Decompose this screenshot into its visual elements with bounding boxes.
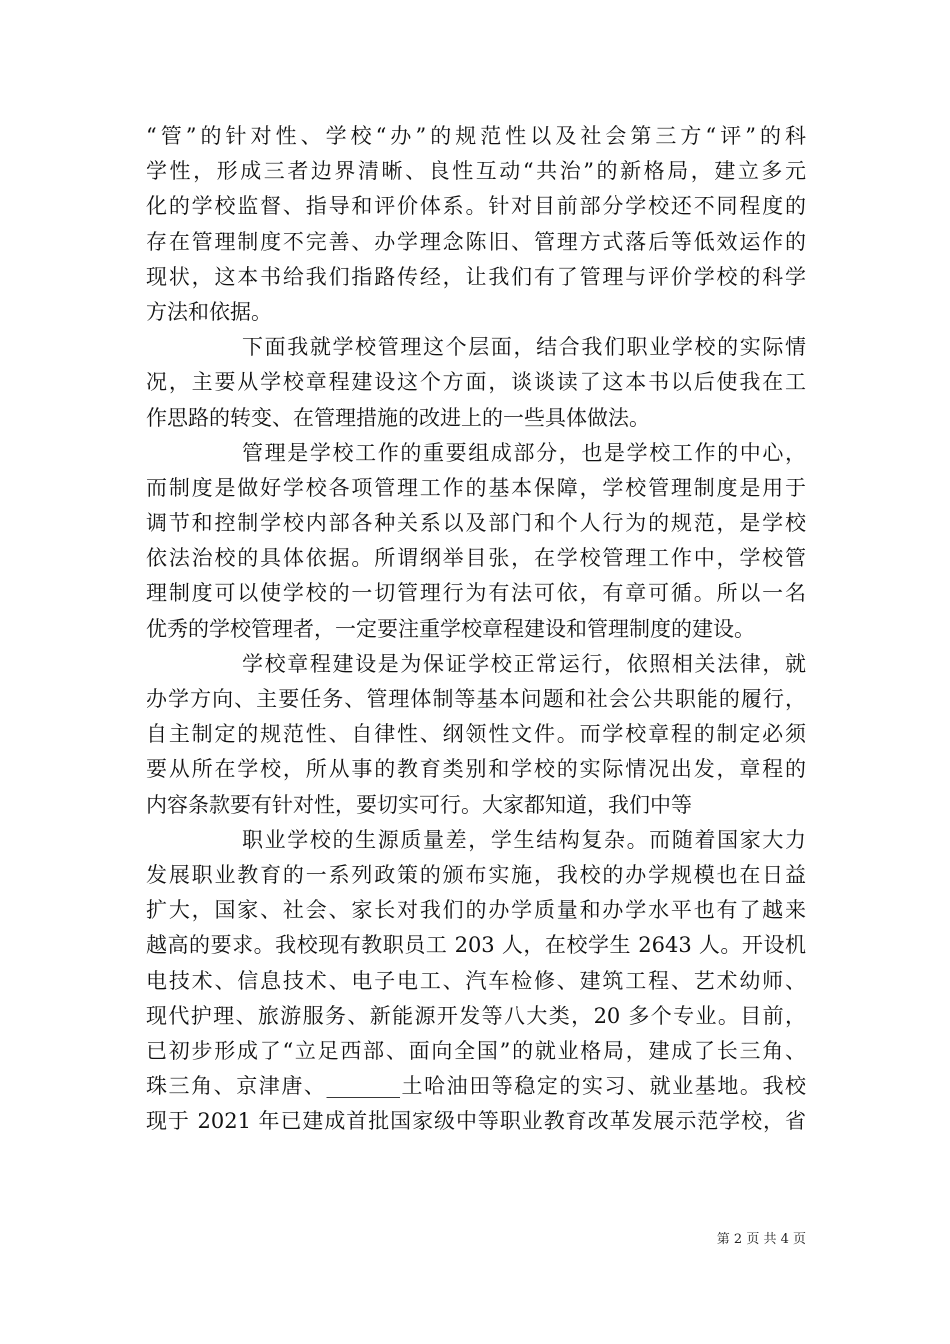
text-line: “管”的针对性、学校“办”的规范性以及社会第三方“评”的科 [146, 124, 806, 148]
text-line: 自主制定的规范性、自律性、纲领性文件。而学校章程的制定必须 [146, 722, 806, 747]
text-line: 学性，形成三者边界清晰、良性互动“共治”的新格局，建立多元 [146, 159, 806, 184]
text-line: 职业学校的生源质量差，学生结构复杂。而随着国家大力 [242, 827, 806, 852]
text-line: 调节和控制学校内部各种关系以及部门和个人行为的规范，是学校 [146, 511, 806, 536]
text-line: 管理是学校工作的重要组成部分，也是学校工作的中心， [242, 440, 806, 465]
text-line: 方法和依据。 [146, 299, 272, 324]
text-line: 珠三角、京津唐、_______土哈油田等稳定的实习、就业基地。我校 [146, 1074, 806, 1099]
text-line: 扩大，国家、社会、家长对我们的办学质量和办学水平也有了越来 [146, 898, 806, 923]
text-line: 内容条款要有针对性，要切实可行。大家都知道，我们中等 [146, 792, 692, 817]
text-line: 要从所在学校，所从事的教育类别和学校的实际情况出发，章程的 [146, 757, 806, 782]
text-line: 化的学校监督、指导和评价体系。针对目前部分学校还不同程度的 [146, 194, 806, 219]
document-body [146, 119, 806, 1139]
text-line: 学校章程建设是为保证学校正常运行，依照相关法律，就 [242, 651, 806, 676]
text-line: 电技术、信息技术、电子电工、汽车检修、建筑工程、艺术幼师、 [146, 968, 806, 993]
text-line: 办学方向、主要任务、管理体制等基本问题和社会公共职能的履行， [146, 687, 806, 711]
text-line: 现状，这本书给我们指路传经，让我们有了管理与评价学校的科学 [146, 264, 806, 289]
text-line: 越高的要求。我校现有教职员工 203 人，在校学生 2643 人。开设机 [146, 933, 806, 958]
text-line: 已初步形成了“立足西部、面向全国”的就业格局，建成了长三角、 [146, 1038, 806, 1063]
text-line: 现于 2021 年已建成首批国家级中等职业教育改革发展示范学校，省 [146, 1109, 806, 1134]
text-line: 发展职业教育的一系列政策的颁布实施，我校的办学规模也在日益 [146, 862, 806, 887]
text-line: 优秀的学校管理者，一定要注重学校章程建设和管理制度的建设。 [146, 616, 755, 641]
text-line: 况，主要从学校章程建设这个方面，谈谈读了这本书以后使我在工 [146, 370, 806, 395]
text-line: 现代护理、旅游服务、新能源开发等八大类，20 多个专业。目前， [146, 1003, 806, 1028]
text-line: 理制度可以使学校的一切管理行为有法可依，有章可循。所以一名 [146, 581, 806, 606]
text-line: 下面我就学校管理这个层面，结合我们职业学校的实际情 [242, 335, 806, 360]
text-line: 作思路的转变、在管理措施的改进上的一些具体做法。 [146, 405, 650, 430]
page-number-footer: 第 2 页 共 4 页 [716, 1232, 806, 1247]
text-line: 依法治校的具体依据。所谓纲举目张，在学校管理工作中，学校管 [146, 546, 806, 571]
text-line: 存在管理制度不完善、办学理念陈旧、管理方式落后等低效运作的 [146, 229, 806, 254]
text-line: 而制度是做好学校各项管理工作的基本保障，学校管理制度是用于 [146, 475, 806, 500]
